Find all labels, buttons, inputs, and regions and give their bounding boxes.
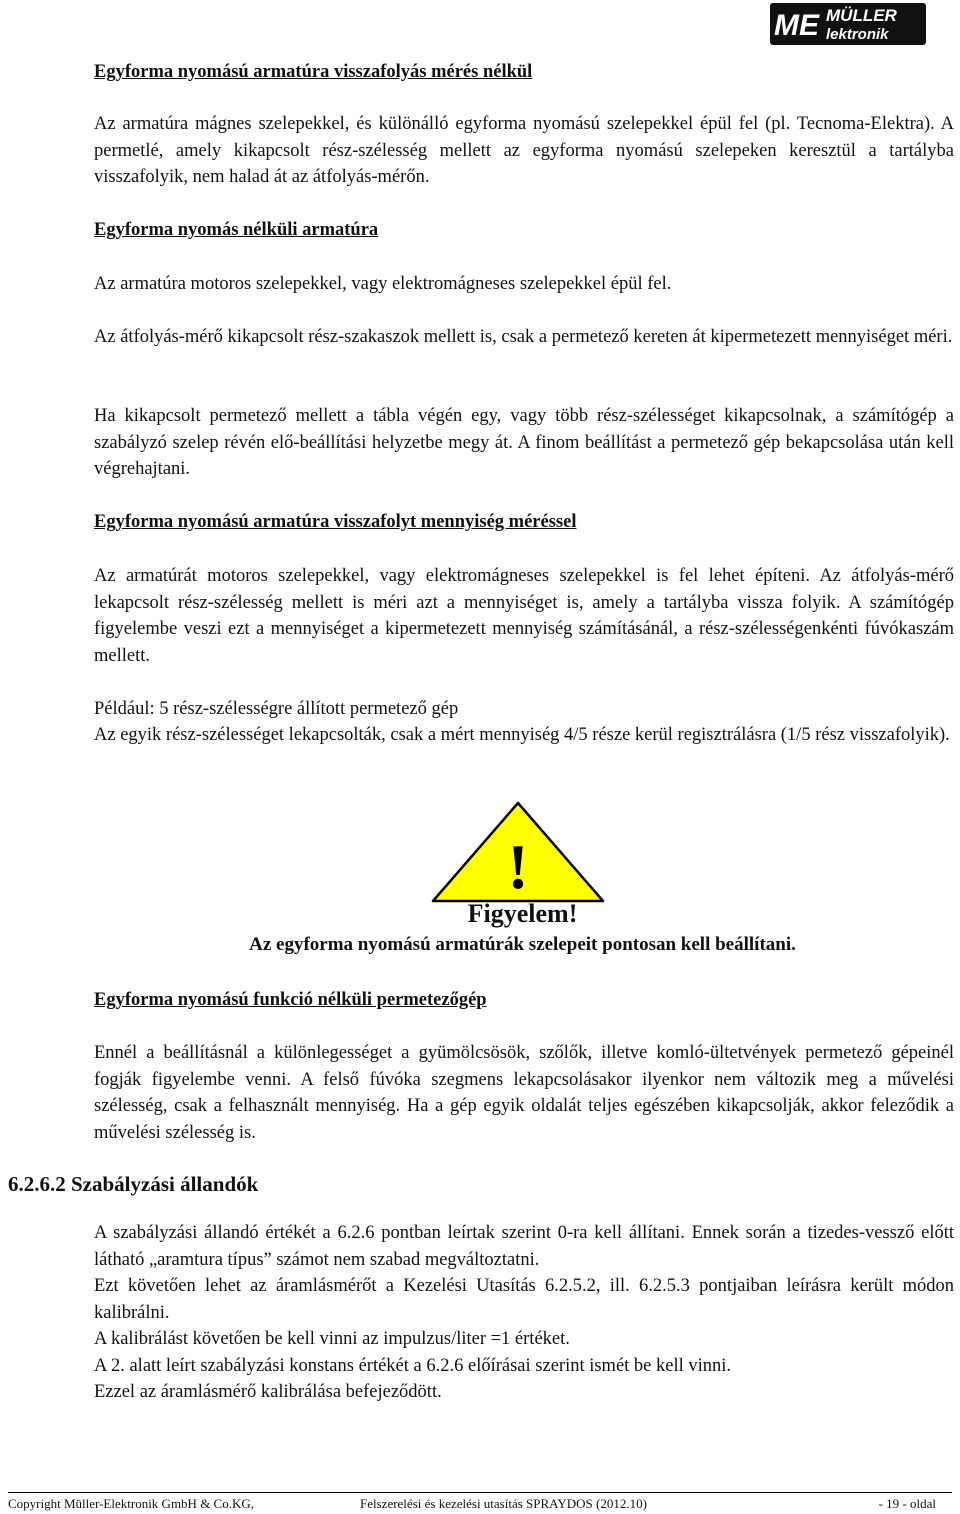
- paragraph: Az armatúra motoros szelepekkel, vagy elektromágneses szelepekkel épül fel.: [94, 274, 672, 294]
- warning-triangle-icon: [430, 800, 606, 904]
- section-heading: Egyforma nyomású funkció nélküli permetezőgép: [94, 990, 487, 1010]
- instruction-line: Ezzel az áramlásmérő kalibrálása befejeződött.: [94, 1382, 442, 1402]
- paragraph: Például: 5 rész-szélességre állított permetező gép: [94, 699, 459, 719]
- footer-divider: [8, 1492, 952, 1493]
- footer-copyright: Copyright Müller-Elektronik GmbH & Co.KG,: [8, 1496, 254, 1511]
- paragraph: Ha kikapcsolt permetező mellett a tábla végén egy, vagy több rész-szélességet kikapcsolnak, a számítógép a szabályzó szelep révén elő-beállítási helyzetbe megy át. A finom beállítást a permetező gép bekapcsolása után kell végrehajtani.: [94, 406, 954, 479]
- warning-title: Figyelem!: [467, 899, 578, 928]
- paragraph: Az armatúra mágnes szelepekkel, és különálló egyforma nyomású szelepekkel épül fel (pl. Tecnoma-Elektra). A permetlé, amely kikapcsolt rész-szélesség mellett az egyforma nyomású szelepeken keresztül a tartályba visszafolyik, nem halad át az átfolyás-mérőn.: [94, 114, 954, 187]
- section-number-title: 6.2.6.2 Szabályzási állandók: [8, 1172, 259, 1196]
- svg-text:MÜLLER: MÜLLER: [826, 6, 897, 25]
- svg-text:ME: ME: [774, 9, 819, 42]
- section-heading: Egyforma nyomás nélküli armatúra: [94, 220, 379, 240]
- section-heading: Egyforma nyomású armatúra visszafolyás mérés nélkül: [94, 62, 533, 82]
- section-heading: Egyforma nyomású armatúra visszafolyt mennyiség méréssel: [94, 512, 577, 532]
- instruction-line: A 2. alatt leírt szabályzási konstans értékét a 6.2.6 előírásai szerint ismét be kell vinni.: [94, 1355, 732, 1376]
- footer-page-number: - 19 - oldal: [878, 1496, 936, 1511]
- instruction-line: Ezt követően lehet az áramlásmérőt a Kezelési Utasítás 6.2.5.2, ill. 6.2.5.3 pontjaiban leírásra került módon kalibrálni.: [94, 1276, 954, 1323]
- paragraph: Ennél a beállításnál a különlegességet a gyümölcsösök, szőlők, illetve komló-ültetvények permetező gépeinél fogják figyelembe venni. A felső fúvóka szegmens lekapcsolásakor ilyenkor nem változik meg a művelési szélesség, csak a felhasznált mennyiség. Ha a gép egyik oldalát teljes egészében kikapcsolják, akkor feleződik a művelési szélesség is.: [94, 1043, 954, 1143]
- footer-document-title: Felszerelési és kezelési utasítás SPRAYDOS (2012.10): [360, 1496, 647, 1511]
- muller-elektronik-logo: [770, 3, 926, 45]
- instruction-line: A szabályzási állandó értékét a 6.2.6 pontban leírtak szerint 0-ra kell állítani. Ennek során a tizedes-vessző előtt látható „aramtura típus” számot nem szabad megváltoztatni.: [94, 1223, 954, 1270]
- warning-text: Az egyforma nyomású armatúrák szelepeit pontosan kell beállítani.: [249, 934, 796, 955]
- svg-text:lektronik: lektronik: [826, 26, 889, 43]
- warning-symbol: !: [507, 831, 529, 902]
- instruction-list: [94, 1220, 954, 1406]
- paragraph: Az átfolyás-mérő kikapcsolt rész-szakaszok mellett is, csak a permetező kereten át kipermetezett mennyiséget méri.: [94, 327, 953, 347]
- paragraph: Az egyik rész-szélességet lekapcsolták, csak a mért mennyiség 4/5 része kerül regisztrálásra (1/5 rész visszafolyik).: [94, 725, 950, 745]
- paragraph: Az armatúrát motoros szelepekkel, vagy elektromágneses szelepekkel is fel lehet építeni. Az átfolyás-mérő lekapcsolt rész-szélesség mellett is méri azt a mennyiséget is, amely a tartályba vissza folyik. A számítógép figyelembe veszi ezt a mennyiséget a kipermetezett mennyiség számításánál, a rész-szélességenkénti fúvókaszám mellett.: [94, 566, 954, 666]
- instruction-line: A kalibrálást követően be kell vinni az impulzus/liter =1 értéket.: [94, 1329, 570, 1349]
